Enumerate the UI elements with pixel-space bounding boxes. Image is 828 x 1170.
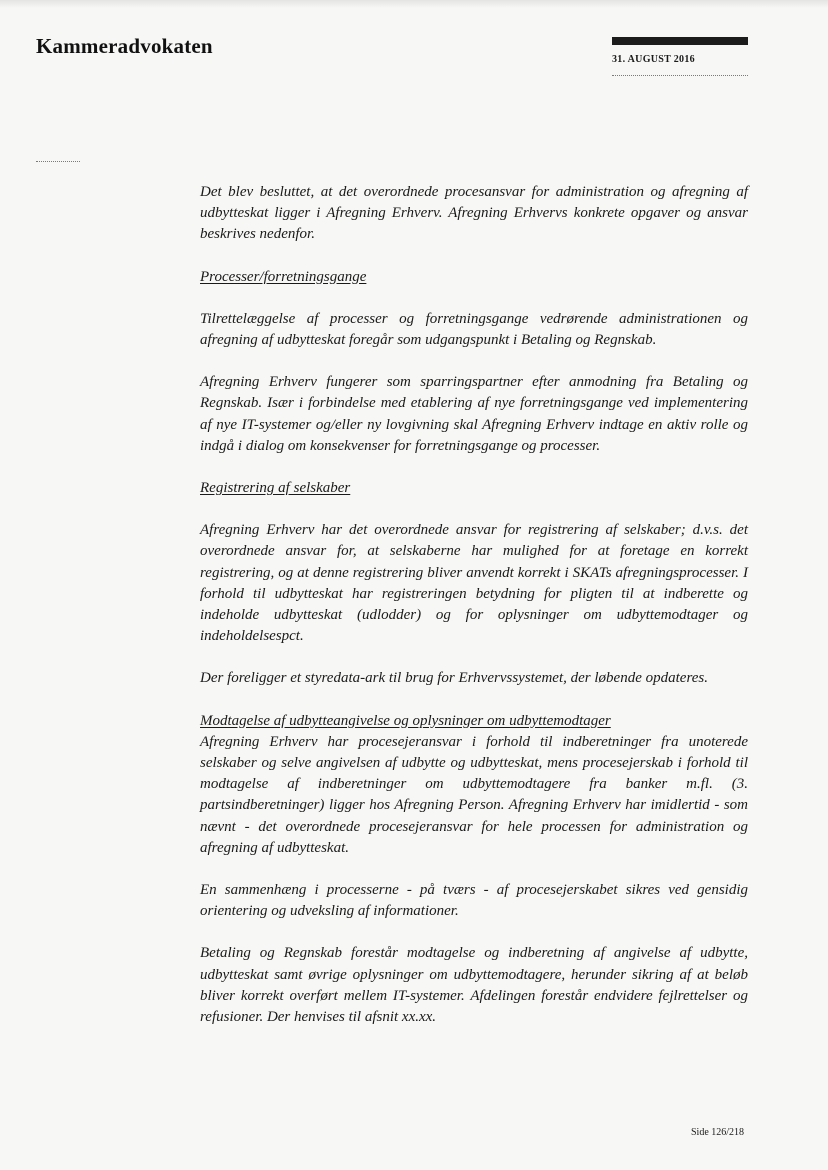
header-title: Kammeradvokaten	[36, 34, 213, 58]
modtagelse-paragraph-3: Betaling og Regnskab forestår modtagelse og indberetning af angivelse af udbytte, udbytteskat samt øvrige oplysninger om udbyttemodtagere, herunder sikring af at beløb bliver korrekt overført mellem IT-systemer. Afdelingen forestår endvidere fejlrettelser og refusioner. Der henvises til afsnit xx.xx.	[200, 945, 748, 1026]
document-body	[200, 182, 748, 1028]
page-number: Side 126/218	[691, 1127, 745, 1138]
header-bar	[612, 37, 748, 45]
registrering-paragraph-1: Afregning Erhverv har det overordnede ansvar for registrering af selskaber; d.v.s. det overordnede ansvar for, at selskaberne har mulighed for at foretage en korrekt registrering, og at denne registrering bliver anvendt korrekt i SKATs afregningsprocesser. I forhold til udbytteskat har registreringen betydning for pligten til at indberette og indeholde udbytteskat (udlodder) og for oplysninger om udbyttemodtager og indeholdelsespct.	[200, 522, 748, 645]
margin-rule	[36, 161, 80, 162]
registrering-paragraph-2: Der foreligger et styredata-ark til brug for Erhvervssystemet, der løbende opdateres.	[200, 670, 708, 687]
header-rule	[612, 75, 748, 76]
header-date: 31. AUGUST 2016	[612, 54, 695, 65]
page-edge	[0, 0, 828, 8]
section-heading-modtagelse: Modtagelse af udbytteangivelse og oplysninger om udbyttemodtager	[200, 712, 611, 729]
processer-paragraph-2: Afregning Erhverv fungerer som sparringspartner efter anmodning fra Betaling og Regnskab. Især i forbindelse med etablering af nye forretningsgange ved implementering af nye IT-systemer og/eller ny lovgivning skal Afregning Erhverv indtage en aktiv rolle og indgå i dialog om konsekvenser for forretningsgange og processer.	[200, 374, 748, 454]
modtagelse-paragraph-2: En sammenhæng i processerne - på tværs - af procesejerskabet sikres ved gensidig orientering og udveksling af informationer.	[200, 882, 748, 920]
section-heading-registrering: Registrering af selskaber	[200, 480, 351, 497]
modtagelse-paragraph-1: Afregning Erhverv har procesejeransvar i forhold til indberetninger fra unoterede selskaber og selve angivelsen af udbytte og udbytteskat, mens procesejerskab i forhold til modtagelse af indberetninger om udbyttemodtagere fra banker m.fl. (3. partsindberetninger) ligger hos Afregning Person. Afregning Erhverv har imidlertid - som nævnt - det overordnede procesejeransvar for hele processen for administration og afregning af udbytteskat.	[200, 733, 748, 856]
section-heading-processer: Processer/forretningsgange	[200, 268, 367, 285]
processer-paragraph-1: Tilrettelæggelse af processer og forretningsgange vedrørende administrationen og afregning af udbytteskat foregår som udgangspunkt i Betaling og Regnskab.	[200, 310, 748, 349]
intro-paragraph: Det blev besluttet, at det overordnede procesansvar for administration og afregning af udbytteskat ligger i Afregning Erhverv. Afregning Erhvervs konkrete opgaver og ansvar beskrives nedenfor.	[200, 184, 748, 243]
